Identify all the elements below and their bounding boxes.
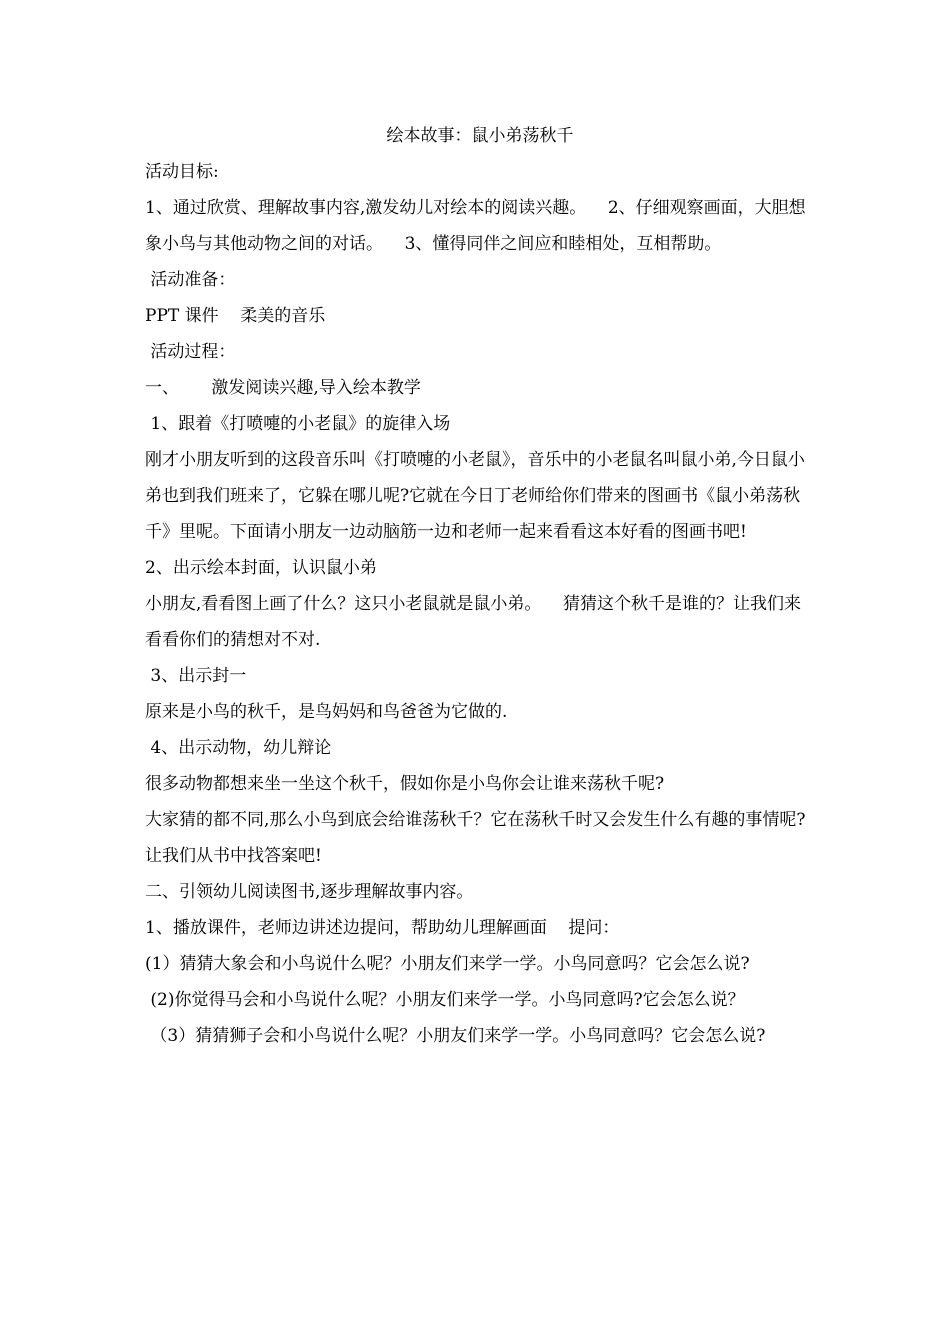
paragraph-question-1: (1）猜猜大象会和小鸟说什么呢？小朋友们来学一学。小鸟同意吗？它会怎么说?: [145, 954, 750, 974]
paragraph-goals: 1、通过欣赏、理解故事内容,激发幼儿对绘本的阅读兴趣。 2、仔细观察画面，大胆想象小鸟与其他动物之间的对话。 3、懂得同伴之间应和睦相处，互相帮助。: [145, 198, 806, 254]
paragraph-step-4-text-a: 很多动物都想来坐一坐这个秋千，假如你是小鸟你会让谁来荡秋千呢?: [145, 774, 665, 794]
paragraph-step-2: 2、出示绘本封面，认识鼠小弟: [145, 558, 377, 578]
paragraph-prep: PPT 课件 柔美的音乐: [145, 306, 326, 326]
paragraph-step-1-text: 刚才小朋友听到的这段音乐叫《打喷嚏的小老鼠》，音乐中的小老鼠名叫鼠小弟,今日鼠小弟也到我们班来了，它躲在哪儿呢?它就在今日丁老师给你们带来的图画书《鼠小弟荡秋千》里呢。下面请小朋友一边动脑筋一边和老师一起来看看这本好看的图画书吧!: [145, 450, 805, 542]
document-title: 绘本故事：鼠小弟荡秋千: [386, 126, 574, 146]
document-page: [145, 118, 815, 1054]
paragraph-step-4-text-b: 大家猜的都不同,那么小鸟到底会给谁荡秋千？它在荡秋千时又会发生什么有趣的事情呢?让我们从书中找答案吧!: [145, 810, 806, 866]
paragraph-step-3: 3、出示封一: [145, 666, 247, 686]
paragraph-step-1: 1、跟着《打喷嚏的小老鼠》的旋律入场: [145, 414, 451, 434]
paragraph-section-two-step-1: 1、播放课件，老师边讲述边提问，帮助幼儿理解画面 提问：: [145, 918, 620, 938]
paragraph-goals-heading: 活动目标:: [145, 162, 219, 182]
paragraph-section-one: 一、 激发阅读兴趣,导入绘本教学: [145, 378, 421, 398]
paragraph-question-3: （3）猜猜狮子会和小鸟说什么呢？小朋友们来学一学。小鸟同意吗？它会怎么说?: [145, 1026, 766, 1046]
paragraph-step-3-text: 原来是小鸟的秋千，是鸟妈妈和鸟爸爸为它做的.: [145, 702, 508, 722]
paragraph-process-heading: 活动过程：: [145, 342, 236, 362]
paragraph-prep-heading: 活动准备：: [145, 270, 236, 290]
paragraph-section-two: 二、引领幼儿阅读图书,逐步理解故事内容。: [145, 882, 474, 902]
paragraph-step-2-text: 小朋友,看看图上画了什么？这只小老鼠就是鼠小弟。 猜猜这个秋千是谁的？让我们来看看你们的猜想对不对.: [145, 594, 802, 650]
paragraph-question-2: (2)你觉得马会和小鸟说什么呢？小朋友们来学一学。小鸟同意吗?它会怎么说？: [145, 990, 745, 1010]
paragraph-step-4: 4、出示动物，幼儿辩论: [145, 738, 332, 758]
